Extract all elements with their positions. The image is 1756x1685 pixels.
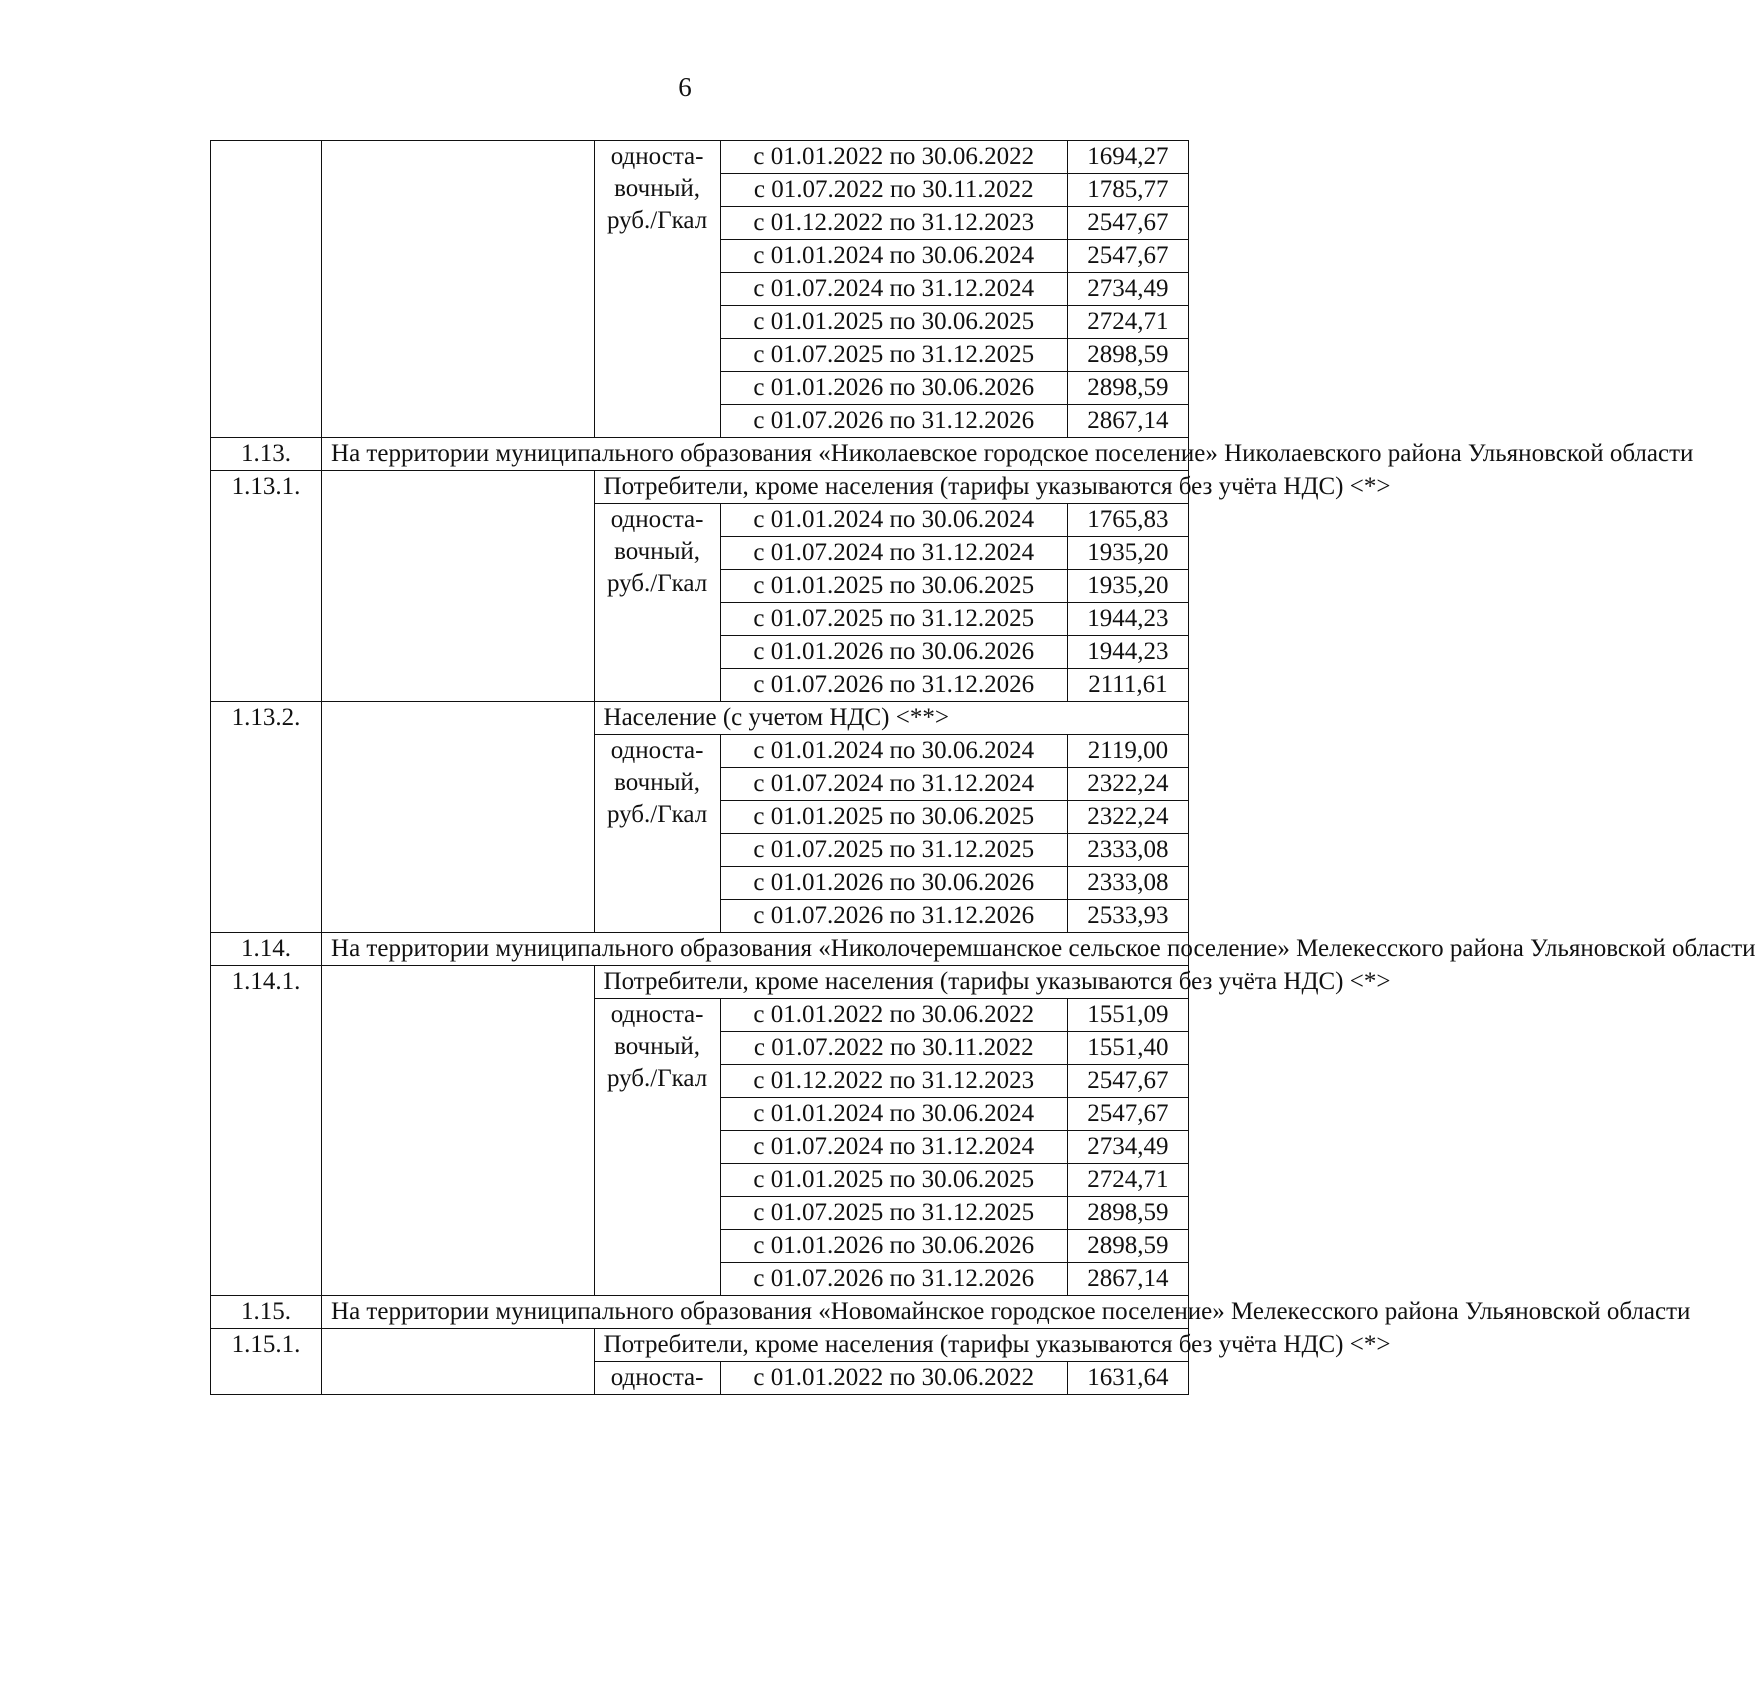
period-cell: с 01.01.2022 по 30.06.2022	[720, 1362, 1067, 1395]
unit-line: односта-	[610, 506, 704, 533]
tariff-value: 1631,64	[1067, 1362, 1188, 1395]
period-cell: с 01.01.2024 по 30.06.2024	[720, 1098, 1067, 1131]
period-cell: с 01.07.2025 по 31.12.2025	[720, 339, 1067, 372]
period-cell: с 01.01.2026 по 30.06.2026	[720, 636, 1067, 669]
period-cell: с 01.01.2024 по 30.06.2024	[720, 735, 1067, 768]
tariff-value: 2119,00	[1067, 735, 1188, 768]
tariff-value: 2867,14	[1067, 1263, 1188, 1296]
unit-line: руб./Гкал	[606, 570, 708, 597]
group-heading-row	[211, 702, 1189, 735]
blank-cell	[322, 966, 595, 1296]
unit-line: вочный,	[614, 1033, 701, 1060]
tariff-value: 1694,27	[1067, 141, 1188, 174]
item-number: 1.14.	[211, 933, 322, 966]
tariff-value: 2898,59	[1067, 1197, 1188, 1230]
period-cell: с 01.01.2024 по 30.06.2024	[720, 240, 1067, 273]
tariff-value: 2734,49	[1067, 1131, 1188, 1164]
consumer-group-heading: Потребители, кроме населения (тарифы указываются без учёта НДС) <*>	[594, 471, 1188, 504]
unit-cell	[594, 141, 720, 438]
tariff-value: 1765,83	[1067, 504, 1188, 537]
tariff-value: 2533,93	[1067, 900, 1188, 933]
group-heading-row	[211, 966, 1189, 999]
tariff-value: 2867,14	[1067, 405, 1188, 438]
unit-cell	[594, 999, 720, 1296]
tariff-value: 2333,08	[1067, 834, 1188, 867]
period-cell: с 01.01.2026 по 30.06.2026	[720, 1230, 1067, 1263]
tariff-value: 2898,59	[1067, 372, 1188, 405]
tariff-value: 2322,24	[1067, 768, 1188, 801]
tariff-value: 2547,67	[1067, 240, 1188, 273]
unit-line: односта-	[610, 143, 704, 170]
period-cell: с 01.07.2025 по 31.12.2025	[720, 603, 1067, 636]
tariff-value: 2547,67	[1067, 1065, 1188, 1098]
period-cell: с 01.01.2022 по 30.06.2022	[720, 999, 1067, 1032]
blank-cell	[322, 141, 595, 438]
territory-row	[211, 933, 1189, 966]
tariff-value: 1551,40	[1067, 1032, 1188, 1065]
territory-row	[211, 438, 1189, 471]
consumer-group-heading: Потребители, кроме населения (тарифы указываются без учёта НДС) <*>	[594, 966, 1188, 999]
group-heading-row	[211, 1329, 1189, 1362]
unit-line: вочный,	[614, 769, 701, 796]
tariff-table	[210, 140, 1756, 1395]
period-cell: с 01.07.2026 по 31.12.2026	[720, 900, 1067, 933]
tariff-value: 2724,71	[1067, 1164, 1188, 1197]
tariff-value: 2734,49	[1067, 273, 1188, 306]
tariff-value: 2322,24	[1067, 801, 1188, 834]
tariff-value: 2898,59	[1067, 1230, 1188, 1263]
item-number: 1.14.1.	[211, 966, 322, 1296]
period-cell: с 01.01.2022 по 30.06.2022	[720, 141, 1067, 174]
period-cell: с 01.07.2026 по 31.12.2026	[720, 669, 1067, 702]
unit-line: односта-	[610, 1001, 704, 1028]
item-number: 1.13.1.	[211, 471, 322, 702]
period-cell: с 01.07.2024 по 31.12.2024	[720, 1131, 1067, 1164]
period-cell: с 01.01.2026 по 30.06.2026	[720, 372, 1067, 405]
tariff-value: 1944,23	[1067, 603, 1188, 636]
period-cell: с 01.01.2025 по 30.06.2025	[720, 801, 1067, 834]
tariff-value: 1551,09	[1067, 999, 1188, 1032]
period-cell: с 01.07.2025 по 31.12.2025	[720, 1197, 1067, 1230]
territory-title: На территории муниципального образования «Новомайнское городское поселение» Мелекесского района Ульяновской области	[322, 1296, 1189, 1329]
unit-line: руб./Гкал	[606, 207, 708, 234]
tariff-value: 1935,20	[1067, 537, 1188, 570]
period-cell: с 01.01.2024 по 30.06.2024	[720, 504, 1067, 537]
page-number: 6	[678, 72, 692, 102]
tariff-value: 2724,71	[1067, 306, 1188, 339]
period-cell: с 01.07.2024 по 31.12.2024	[720, 273, 1067, 306]
tariff-value: 2547,67	[1067, 207, 1188, 240]
consumer-group-heading: Потребители, кроме населения (тарифы указываются без учёта НДС) <*>	[594, 1329, 1188, 1362]
unit-line: руб./Гкал	[606, 1065, 708, 1092]
unit-line: односта-	[610, 1364, 704, 1391]
period-cell: с 01.07.2026 по 31.12.2026	[720, 1263, 1067, 1296]
territory-title: На территории муниципального образования «Николочеремшанское сельское поселение» Мелекесского района Ульяновской области	[322, 933, 1189, 966]
unit-cell	[594, 504, 720, 702]
unit-line: руб./Гкал	[606, 801, 708, 828]
period-cell: с 01.01.2025 по 30.06.2025	[720, 1164, 1067, 1197]
blank-cell	[322, 1329, 595, 1395]
period-cell: с 01.07.2025 по 31.12.2025	[720, 834, 1067, 867]
territory-title: На территории муниципального образования «Николаевское городское поселение» Николаевского района Ульяновской области	[322, 438, 1189, 471]
period-cell: с 01.12.2022 по 31.12.2023	[720, 207, 1067, 240]
tariff-value: 2333,08	[1067, 867, 1188, 900]
period-cell: с 01.07.2024 по 31.12.2024	[720, 537, 1067, 570]
period-cell: с 01.01.2025 по 30.06.2025	[720, 570, 1067, 603]
tariff-value: 2547,67	[1067, 1098, 1188, 1131]
tariff-value: 1944,23	[1067, 636, 1188, 669]
period-cell: с 01.07.2026 по 31.12.2026	[720, 405, 1067, 438]
tariff-value: 1785,77	[1067, 174, 1188, 207]
period-cell: с 01.07.2024 по 31.12.2024	[720, 768, 1067, 801]
tariff-row	[211, 141, 1189, 174]
blank-cell	[322, 471, 595, 702]
territory-row	[211, 1296, 1189, 1329]
unit-line: вочный,	[614, 538, 701, 565]
unit-cell	[594, 735, 720, 933]
unit-cell	[594, 1362, 720, 1395]
item-number: 1.15.1.	[211, 1329, 322, 1395]
item-number	[211, 141, 322, 438]
item-number: 1.13.2.	[211, 702, 322, 933]
period-cell: с 01.01.2026 по 30.06.2026	[720, 867, 1067, 900]
blank-cell	[322, 702, 595, 933]
item-number: 1.15.	[211, 1296, 322, 1329]
period-cell: с 01.12.2022 по 31.12.2023	[720, 1065, 1067, 1098]
period-cell: с 01.01.2025 по 30.06.2025	[720, 306, 1067, 339]
item-number: 1.13.	[211, 438, 322, 471]
period-cell: с 01.07.2022 по 30.11.2022	[720, 1032, 1067, 1065]
period-cell: с 01.07.2022 по 30.11.2022	[720, 174, 1067, 207]
group-heading-row	[211, 471, 1189, 504]
tariff-value: 2111,61	[1067, 669, 1188, 702]
unit-line: вочный,	[614, 175, 701, 202]
tariff-value: 1935,20	[1067, 570, 1188, 603]
unit-line: односта-	[610, 737, 704, 764]
consumer-group-heading: Население (с учетом НДС) <**>	[594, 702, 1188, 735]
tariff-value: 2898,59	[1067, 339, 1188, 372]
